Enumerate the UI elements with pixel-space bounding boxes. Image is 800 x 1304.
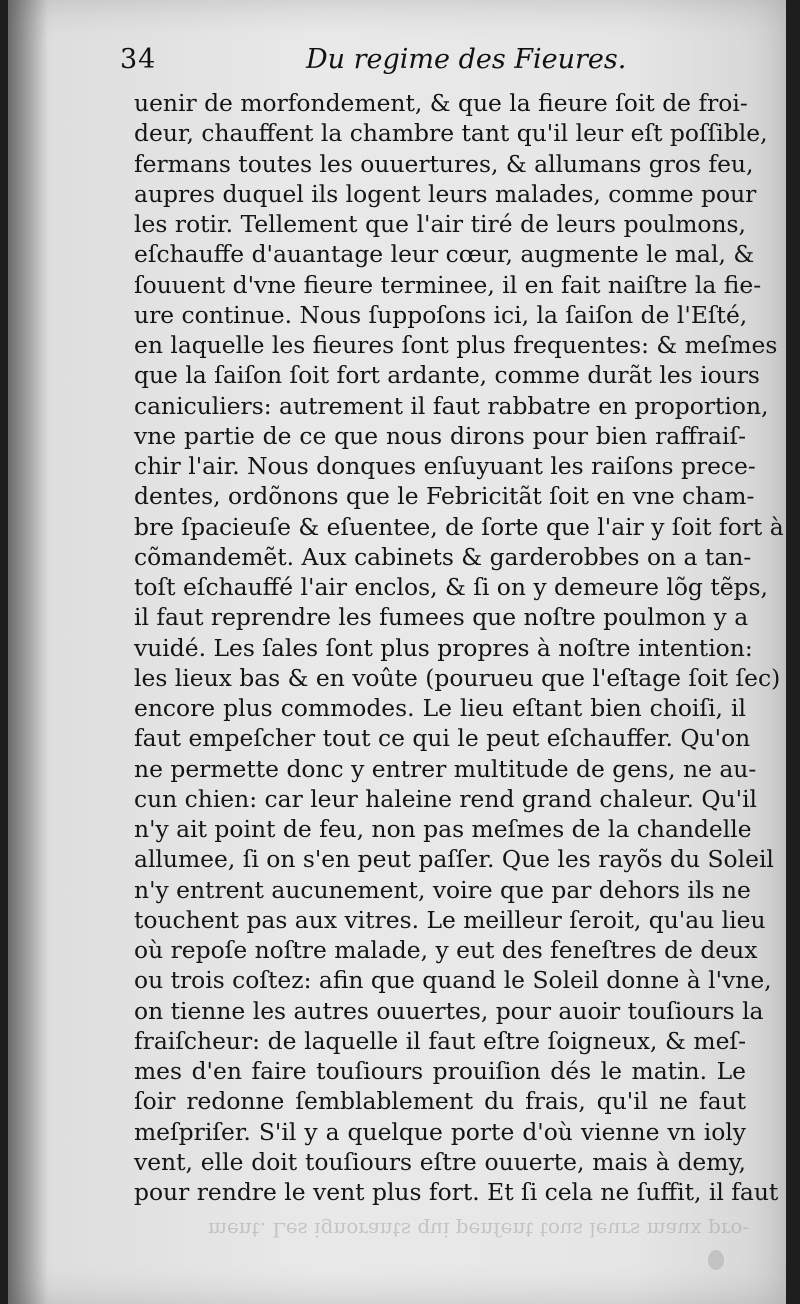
paper-stain [708, 1250, 724, 1270]
text-line: n'y entrent aucunement, voire que par dehors ils ne [134, 875, 751, 904]
text-line: caniculiers: autrement il faut rabbatre en proportion, [134, 391, 769, 420]
text-line: n'y ait point de feu, non pas meſmes de la chandelle [134, 815, 752, 843]
text-line: encore plus commodes. Le lieu eſtant bien choiſi, il [134, 694, 746, 722]
text-line: uenir de morfondement, & que la fieure ſoit de froi- [134, 89, 748, 117]
text-line: bre ſpacieuſe & eſuentee, de ſorte que l'air y ſoit fort à [134, 512, 784, 541]
spine-shadow [8, 0, 48, 1304]
bleed-through-text: ment. Les ignorants qui penſent tous leurs maux pro- [208, 1218, 750, 1242]
text-line: allumee, ſi on s'en peut paſſer. Que les rayõs du Soleil [134, 845, 774, 874]
text-line: touchent pas aux vitres. Le meilleur ſeroit, qu'au lieu [134, 905, 766, 934]
text-line: eſchauffe d'auantage leur cœur, augmente le mal, & [134, 240, 755, 269]
text-line: chir l'air. Nous donques enſuyuant les raiſons prece- [134, 452, 756, 480]
text-line: ure continue. Nous ſuppoſons ici, la ſaiſon de l'Eſté, [134, 300, 748, 329]
text-line: en laquelle les fieures ſont plus frequentes: & meſmes [134, 331, 778, 359]
text-line: que la ſaiſon ſoit fort ardante, comme durãt les iours [134, 361, 760, 390]
text-line: on tienne les autres ouuertes, pour auoir touſiours la [134, 996, 764, 1025]
text-line: vne partie de ce que nous dirons pour bien raffraiſ- [134, 421, 746, 450]
text-line: pour rendre le vent plus fort. Et ſi cela ne ſuffit, il faut [134, 1178, 779, 1206]
text-line: aupres duquel ils logent leurs malades, comme pour [134, 179, 757, 208]
running-title: Du regime des Fieures. [306, 44, 627, 75]
text-line: ou trois coſtez: afin que quand le Soleil donne à l'vne, [134, 966, 772, 995]
text-line: mes d'en faire touſiours prouiſion dés le matin. Le [134, 1057, 746, 1085]
text-line: meſpriſer. S'il y a quelque porte d'où vienne vn ioly [134, 1117, 746, 1146]
text-line: deur, chauffent la chambre tant qu'il leur eſt poſſible, [134, 119, 768, 148]
text-line: cõmandemẽt. Aux cabinets & garderobbes on a tan- [134, 542, 752, 571]
text-line: fraiſcheur: de laquelle il faut eſtre ſoigneux, & meſ- [134, 1026, 746, 1055]
text-line: vent, elle doit touſiours eſtre ouuerte, mais à demy, [134, 1147, 746, 1176]
text-line: il faut reprendre les fumees que noſtre poulmon y a [134, 603, 749, 632]
text-line: faut empeſcher tout ce qui le peut eſchauffer. Qu'on [134, 724, 751, 753]
text-line: où repoſe noſtre malade, y eut des feneſtres de deux [134, 936, 758, 964]
body-text [134, 88, 784, 1207]
text-line: vuidé. Les ſales ſont plus propres à noſtre intention: [134, 633, 753, 662]
book-page [8, 0, 786, 1304]
text-line: dentes, ordõnons que le Febricitãt ſoit en vne cham- [134, 482, 755, 511]
text-line: les lieux bas & en voûte (pourueu que l'eſtage ſoit ſec) [134, 663, 781, 692]
page-header [120, 44, 740, 84]
text-line: cun chien: car leur haleine rend grand chaleur. Qu'il [134, 784, 758, 813]
text-line: ne permette donc y entrer multitude de gens, ne au- [134, 754, 757, 783]
text-line: ſouuent d'vne fieure terminee, il en fait naiſtre la fie- [134, 270, 762, 299]
text-line: ſoir redonne ſemblablement du frais, qu'il ne faut [134, 1087, 746, 1116]
text-line: toſt eſchauffé l'air enclos, & ſi on y demeure lõg tẽps, [134, 573, 768, 601]
page-number: 34 [120, 44, 157, 75]
text-line: les rotir. Tellement que l'air tiré de leurs poulmons, [134, 210, 746, 238]
text-line: fermans toutes les ouuertures, & allumans gros feu, [134, 149, 754, 178]
